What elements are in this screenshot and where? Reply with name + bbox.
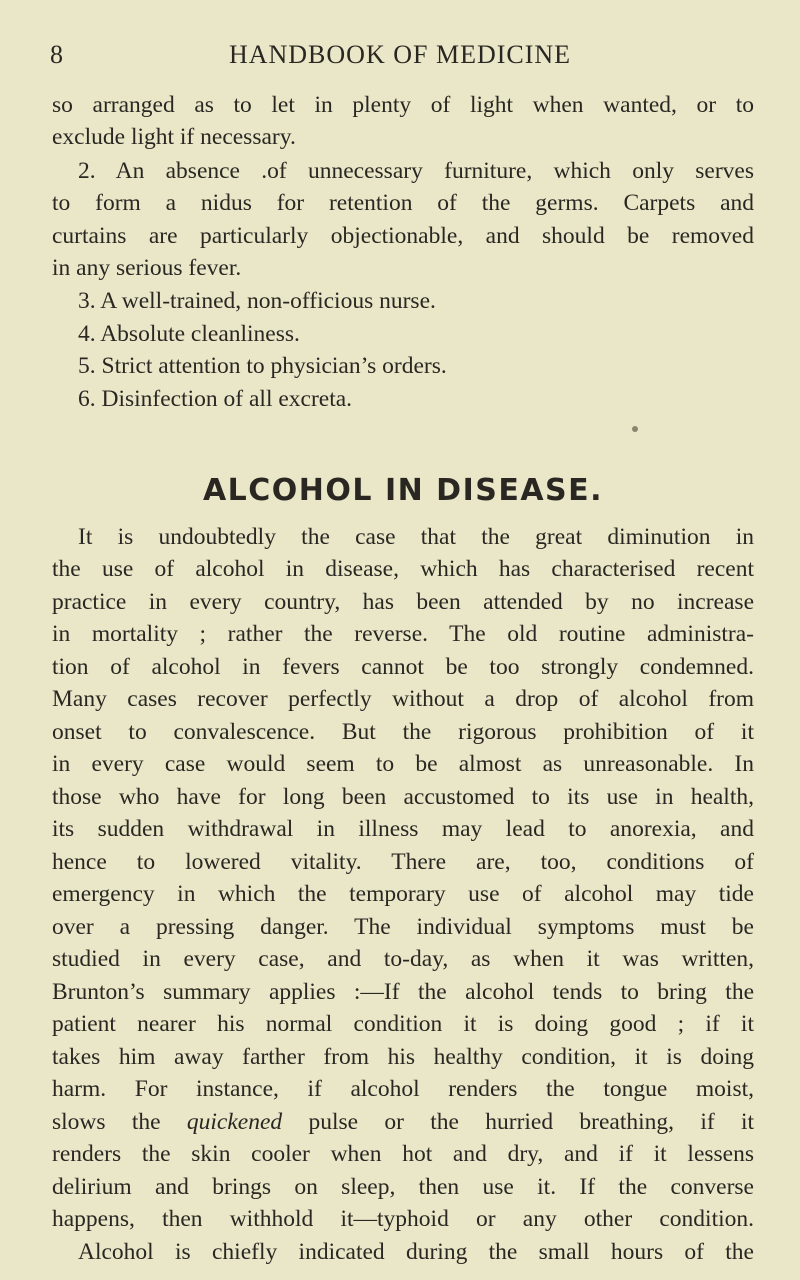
list-item-5: 5. Strict attention to physician’s orders.	[78, 353, 447, 379]
text-line: exclude light if necessary.	[52, 124, 296, 150]
text-line: the use of alcohol in disease, which has characterised recent	[52, 556, 754, 582]
text-line: onset to convalescence. But the rigorous prohibition of it	[52, 719, 754, 745]
running-head	[50, 38, 750, 72]
text-line: It is undoubtedly the case that the great diminution in	[78, 524, 754, 550]
text-line: over a pressing danger. The individual symptoms must be	[52, 914, 754, 940]
text-line: practice in every country, has been attended by no increase	[52, 589, 754, 615]
text-line: in every case would seem to be almost as unreasonable. In	[52, 751, 754, 777]
text-line: Many cases recover perfectly without a drop of alcohol from	[52, 686, 754, 712]
text-line: patient nearer his normal condition it is doing good ; if it	[52, 1011, 754, 1037]
text-line: to form a nidus for retention of the germs. Carpets and	[52, 190, 754, 216]
text-line: renders the skin cooler when hot and dry, and if it lessens	[52, 1141, 754, 1167]
text-line: its sudden withdrawal in illness may lead to anorexia, and	[52, 816, 754, 842]
text-line: hence to lowered vitality. There are, too, conditions of	[52, 849, 754, 875]
list-item-2-line: 2. An absence .of unnecessary furniture, which only serves	[78, 158, 754, 184]
text-line: Brunton’s summary applies :—If the alcohol tends to bring the	[52, 979, 754, 1005]
list-item-3: 3. A well-trained, non-officious nurse.	[78, 288, 436, 314]
list-item-6: 6. Disinfection of all excreta.	[78, 386, 353, 412]
text-line: tion of alcohol in fevers cannot be too strongly condemned.	[52, 654, 754, 680]
text-line: those who have for long been accustomed to its use in health,	[52, 784, 754, 810]
text-fragment: slows the	[52, 1109, 161, 1135]
text-line: Alcohol is chiefly indicated during the small hours of the	[78, 1239, 754, 1265]
text-line: curtains are particularly objectionable, and should be removed	[52, 223, 754, 249]
text-fragment: pulse or the hurried breathing, if it	[308, 1109, 754, 1135]
text-line: in any serious fever.	[52, 255, 242, 281]
list-item-4: 4. Absolute cleanliness.	[78, 321, 300, 347]
running-title: HANDBOOK OF MEDICINE	[228, 40, 572, 69]
print-speck	[632, 426, 638, 432]
text-line: takes him away farther from his healthy condition, it is doing	[52, 1044, 754, 1070]
text-line: emergency in which the temporary use of alcohol may tide	[52, 881, 754, 907]
italic-word: quickened	[186, 1109, 283, 1135]
section-heading: ALCOHOL IN DISEASE.	[202, 473, 604, 508]
text-line: delirium and brings on sleep, then use it. If the converse	[52, 1174, 754, 1200]
text-line: happens, then withhold it—typhoid or any other condition.	[52, 1206, 754, 1232]
page-number: 8	[50, 40, 63, 69]
text-line: studied in every case, and to-day, as when it was written,	[52, 946, 754, 972]
text-line-with-italic	[52, 1106, 754, 1138]
text-line: in mortality ; rather the reverse. The old routine administra-	[52, 621, 754, 647]
text-line: harm. For instance, if alcohol renders the tongue moist,	[52, 1076, 754, 1102]
text-line: so arranged as to let in plenty of light when wanted, or to	[52, 92, 754, 118]
